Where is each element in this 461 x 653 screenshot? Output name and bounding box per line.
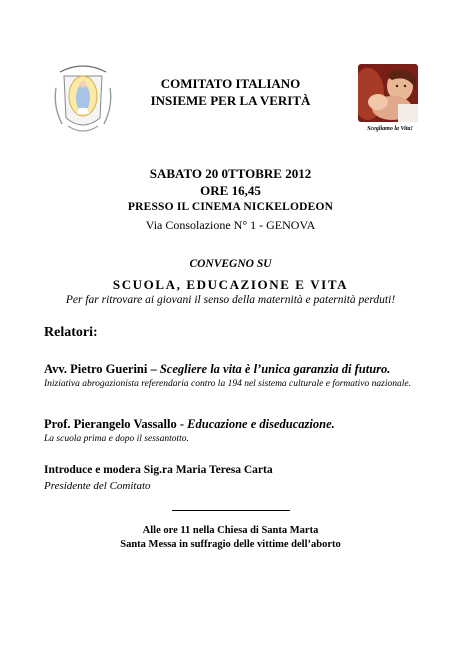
event-address: Via Consolazione N° 1 - GENOVA <box>145 218 316 232</box>
speaker-name: Prof. Pierangelo Vassallo - <box>44 417 188 431</box>
convegno-title: SCUOLA, EDUCAZIONE E VITA <box>112 277 349 292</box>
org-name-line1: COMITATO ITALIANO <box>160 76 301 91</box>
moderator-line: Introduce e modera Sig.ra Maria Teresa Carta <box>44 464 273 476</box>
speaker-line <box>44 362 390 377</box>
speaker-name: Avv. Pietro Guerini – <box>44 362 160 376</box>
event-venue: PRESSO IL CINEMA NICKELODEON <box>127 201 334 213</box>
moderator-role: Presidente del Comitato <box>44 480 151 492</box>
event-date: SABATO 20 0TTOBRE 2012 <box>149 166 312 181</box>
org-name-line2: INSIEME PER LA VERITÀ <box>150 93 311 108</box>
speaker-description: Iniziativa abrogazionista referendaria contro la 194 nel sistema culturale e formativo nazionale. <box>44 379 411 389</box>
event-time: ORE 16,45 <box>200 183 261 198</box>
photo-caption: Scegliamo la Vita! <box>367 126 413 132</box>
speakers-heading: Relatori: <box>44 325 98 340</box>
footer-line2: Santa Messa in suffragio delle vittime dell’aborto <box>120 539 341 550</box>
speaker-talk-title: Educazione e diseducazione. <box>187 417 335 431</box>
child-with-baby-photo <box>358 64 418 122</box>
speaker-line <box>44 417 335 432</box>
speaker-talk-title: Scegliere la vita è l’unica garanzia di futuro. <box>159 362 391 376</box>
speaker-description: La scuola prima e dopo il sessantotto. <box>44 434 189 444</box>
convegno-subtitle: Per far ritrovare ai giovani il senso della maternità e paternità perduti! <box>65 294 396 306</box>
divider <box>172 510 290 511</box>
footer-line1: Alle ore 11 nella Chiesa di Santa Marta <box>142 525 319 536</box>
convegno-label: CONVEGNO SU <box>189 258 272 270</box>
